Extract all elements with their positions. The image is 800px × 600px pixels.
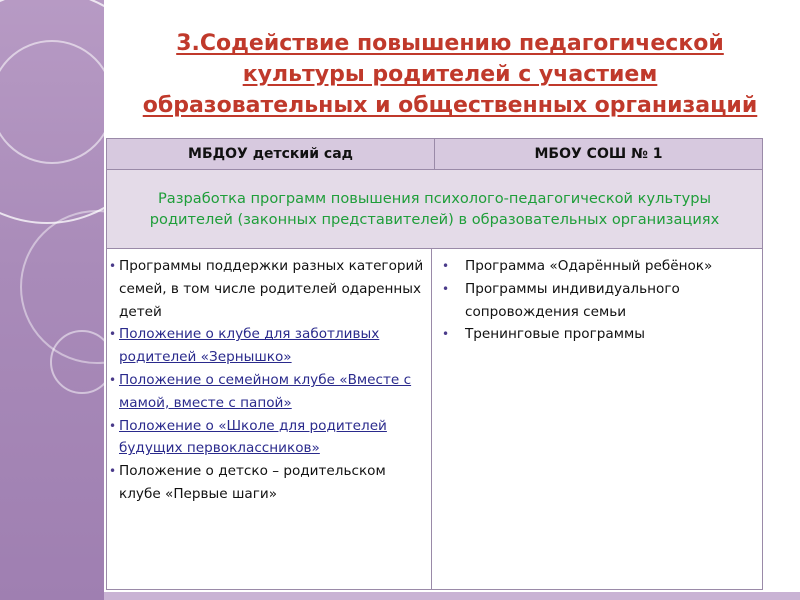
list-item-text: Программа «Одарённый ребёнок» — [465, 258, 713, 274]
decorative-bottom-strip — [104, 592, 800, 600]
bullet-icon: • — [109, 372, 117, 387]
body-cell-kindergarten — [107, 249, 431, 589]
list-item-text: Программы поддержки разных категорий семей, в том числе родителей одаренных детей — [119, 258, 424, 320]
bullet-icon: • — [109, 327, 117, 342]
parents-school-link[interactable]: Положение о «Школе для родителей будущих первоклассников» — [119, 417, 387, 457]
table-span-row: Разработка программ повышения психолого-педагогической культуры родителей (законных представителей) в образовательных организациях — [107, 170, 762, 249]
decorative-ring — [50, 330, 104, 394]
header-cell-kindergarten: МБДОУ детский сад — [188, 146, 353, 162]
list-item-text: Программы индивидуального сопровождения семьи — [465, 280, 680, 320]
family-club-link[interactable]: Положение о семейном клубе «Вместе с мамой, вместе с папой» — [119, 371, 412, 411]
slide-title: 3.Содействие повышению педагогической культуры родителей с участием образовательных и общественных организаций — [142, 31, 758, 118]
list-item — [440, 255, 758, 278]
decorative-side-panel — [0, 0, 104, 600]
list-item[interactable] — [109, 323, 427, 369]
decorative-ring — [0, 40, 104, 164]
bullet-icon: • — [442, 259, 450, 273]
bullet-icon: • — [109, 259, 117, 273]
bullet-icon: • — [109, 464, 117, 479]
list-item — [109, 255, 427, 323]
kindergarten-list — [109, 255, 427, 506]
list-item[interactable] — [109, 369, 427, 415]
header-cell-school: МБОУ СОШ № 1 — [434, 139, 762, 169]
list-item — [440, 323, 758, 346]
list-item — [109, 460, 427, 506]
table-body-row — [107, 249, 762, 589]
table-header-row — [107, 139, 762, 170]
list-item-text: Тренинговые программы — [465, 326, 645, 343]
bullet-icon: • — [442, 327, 450, 342]
list-item[interactable] — [109, 415, 427, 461]
body-cell-school — [431, 249, 762, 589]
school-list — [440, 255, 758, 346]
list-item-text: Положение о детско – родительском клубе «Первые шаги» — [119, 463, 386, 502]
list-item — [440, 278, 758, 324]
bullet-icon: • — [109, 418, 117, 433]
comparison-table — [106, 138, 763, 590]
club-zernyshko-link[interactable]: Положение о клубе для заботливых родителей «Зернышко» — [119, 326, 380, 366]
bullet-icon: • — [442, 281, 450, 296]
